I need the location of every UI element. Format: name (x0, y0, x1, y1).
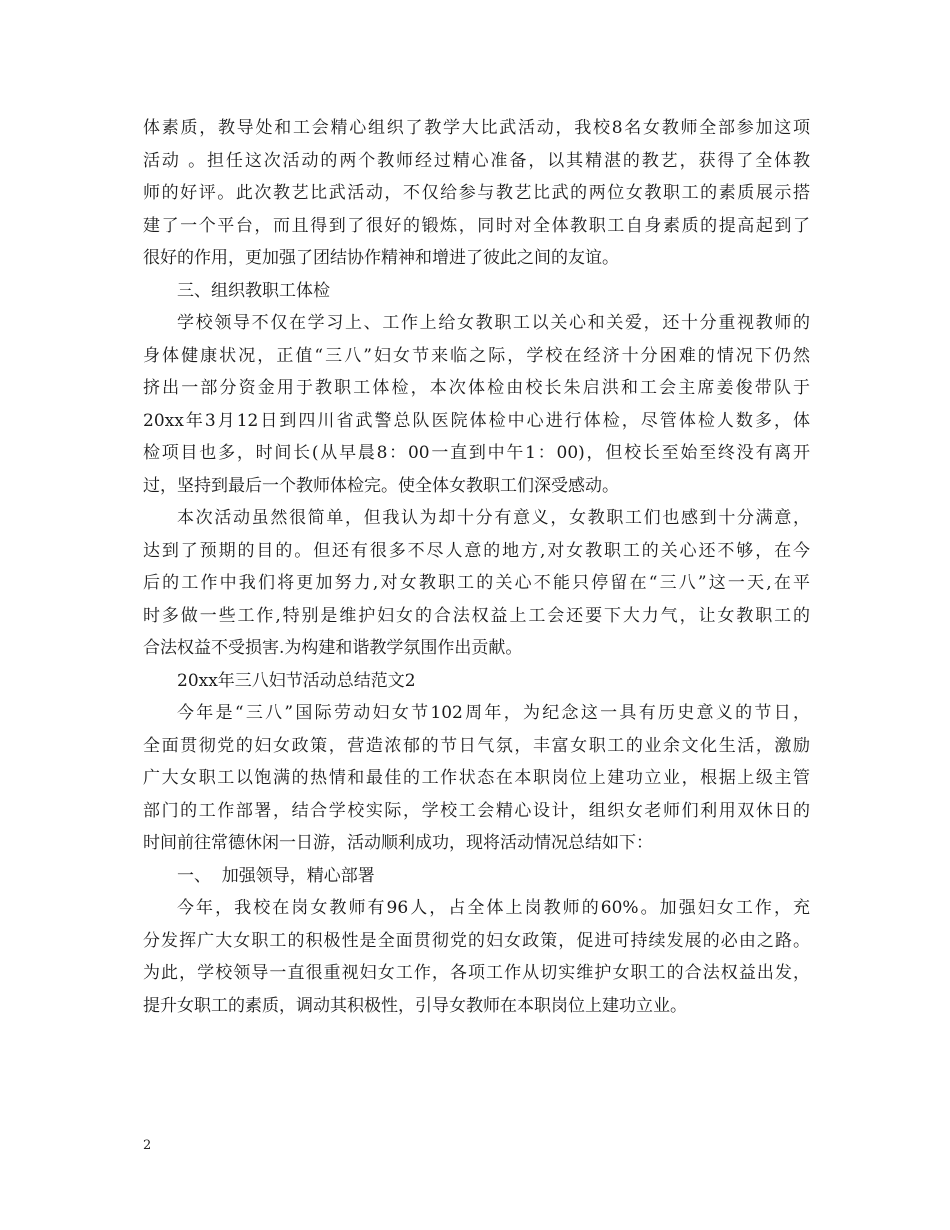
text-line: 为此，学校领导一直很重视妇女工作，各项工作从切实维护女职工的合法权益出发， (143, 963, 810, 983)
text-line: 很好的作用，更加强了团结协作精神和增进了彼此之间的友谊。 (143, 248, 619, 268)
text-line: 体素质，教导处和工会精心组织了教学大比武活动，我校8名女教师全部参加这项 (143, 118, 810, 138)
text-line: 检项目也多，时间长(从早晨8：00一直到中午1：00)，但校长至始至终没有离开 (143, 443, 810, 463)
text-line: 今年，我校在岗女教师有96人，占全体上岗教师的60%。加强妇女工作，充 (177, 898, 810, 918)
text-line: 师的好评。此次教艺比武活动，不仅给参与教艺比武的两位女教职工的素质展示搭 (143, 183, 810, 203)
text-line: 部门的工作部署，结合学校实际，学校工会精心设计，组织女老师们利用双休日的 (143, 800, 810, 821)
text-line: 身体健康状况，正值“三八”妇女节来临之际，学校在经济十分困难的情况下仍然 (143, 345, 810, 366)
text-line: 时间前往常德休闲一日游，活动顺利成功，现将活动情况总结如下： (143, 833, 653, 853)
text-line: 全面贯彻党的妇女政策，营造浓郁的节日气氛，丰富女职工的业余文化生活，激励 (143, 735, 810, 756)
text-line: 提升女职工的素质，调动其积极性，引导女教师在本职岗位上建功立业。 (143, 995, 687, 1016)
article-title: 20xx年三八妇节活动总结范文2 (177, 670, 416, 691)
page-number: 2 (143, 1138, 152, 1153)
text-line: 本次活动虽然很简单，但我认为却十分有意义，女教职工们也感到十分满意， (177, 508, 810, 528)
text-line: 建了一个平台，而且得到了很好的锻炼，同时对全体教职工自身素质的提高起到了 (143, 215, 810, 236)
text-line: 学校领导不仅在学习上、工作上给女教职工以关心和关爱，还十分重视教师的 (177, 313, 810, 333)
text-line: 后的工作中我们将更加努力,对女教职工的关心不能只停留在“三八”这一天,在平 (143, 573, 810, 593)
body-text (143, 112, 810, 1022)
text-line: 20xx年3月12日到四川省武警总队医院体检中心进行体检，尽管体检人数多，体 (143, 410, 810, 431)
text-line: 活动 。担任这次活动的两个教师经过精心准备，以其精湛的教艺，获得了全体教 (143, 150, 810, 171)
section-heading: 一、 加强领导，精心部署 (177, 865, 375, 886)
text-line: 今年是“三八”国际劳动妇女节102周年，为纪念这一具有历史意义的节日， (177, 703, 810, 723)
text-line: 广大女职工以饱满的热情和最佳的工作状态在本职岗位上建功立业，根据上级主管 (143, 768, 810, 788)
text-line: 时多做一些工作,特别是维护妇女的合法权益上工会还要下大力气，让女教职工的 (143, 605, 810, 626)
text-line: 过，坚持到最后一个教师体检完。使全体女教职工们深受感动。 (143, 475, 619, 496)
section-heading: 三、组织教职工体检 (177, 280, 330, 301)
text-line: 挤出一部分资金用于教职工体检，本次体检由校长朱启洪和工会主席姜俊带队于 (143, 378, 810, 398)
text-line: 分发挥广大女职工的积极性是全面贯彻党的妇女政策，促进可持续发展的必由之路。 (143, 930, 810, 951)
text-line: 达到了预期的目的。但还有很多不尽人意的地方,对女教职工的关心还不够，在今 (143, 540, 810, 561)
text-line: 合法权益不受损害.为构建和谐教学氛围作出贡献。 (143, 638, 523, 658)
